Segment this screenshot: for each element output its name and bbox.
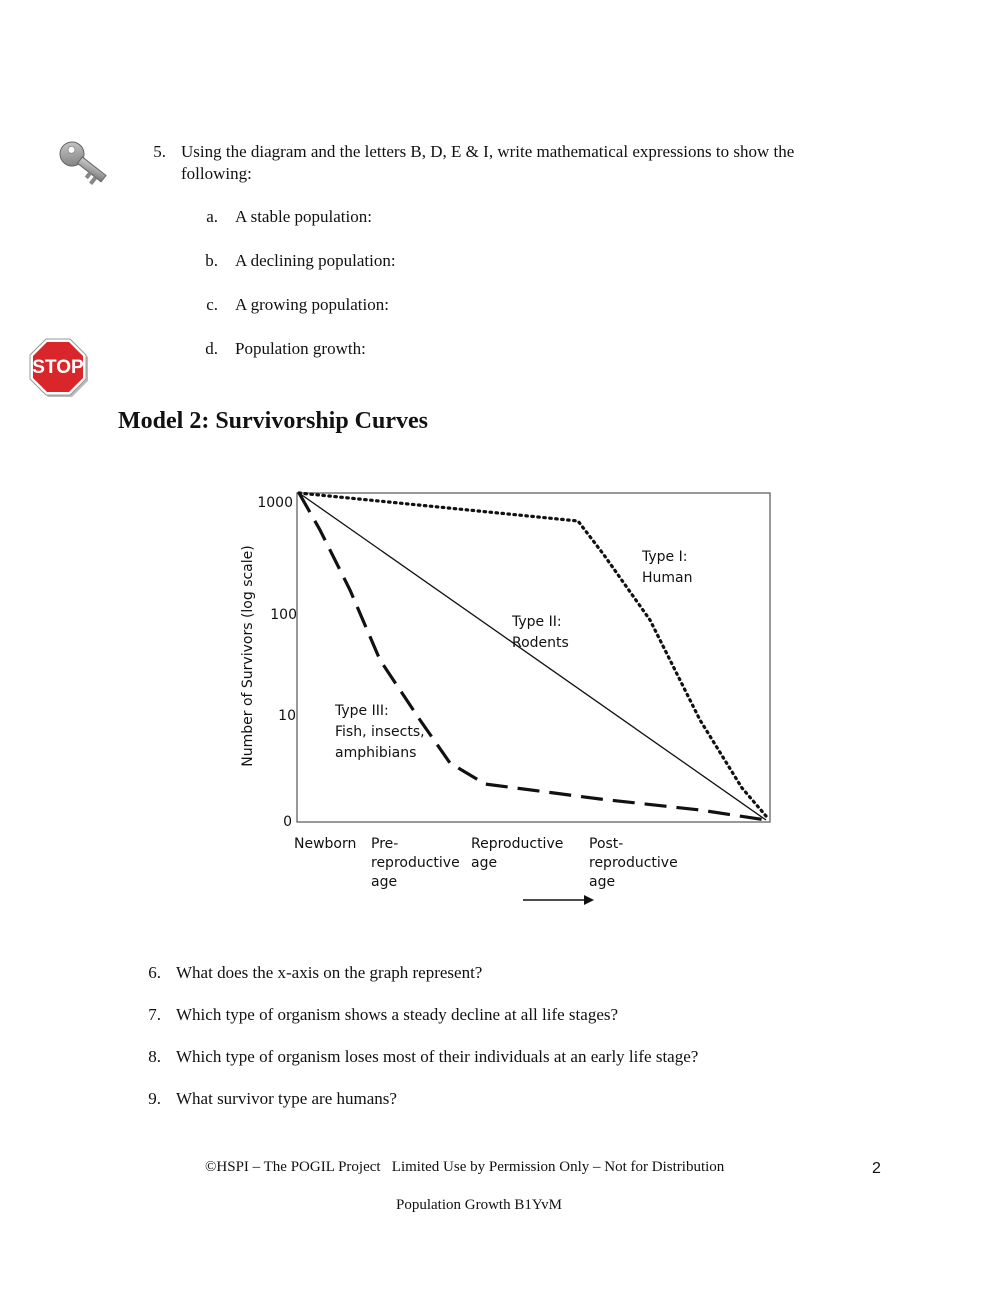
x-axis-arrow (523, 895, 594, 905)
x-tick-pre-reproductive-line2: reproductive (371, 855, 460, 871)
y-tick-100: 100 (270, 607, 297, 623)
y-axis-label: Number of Survivors (log scale) (240, 545, 256, 767)
model-title: Model 2: Survivorship Curves (118, 408, 429, 434)
y-tick-0: 0 (283, 814, 292, 830)
stop-sign-icon (26, 336, 90, 398)
series-label-type-1-line2: Human (642, 570, 693, 586)
question-8-text: Which type of organism loses most of their individuals at an early life stage? (176, 1047, 699, 1066)
question-8-number: 8. (148, 1047, 161, 1066)
series-label-type-2 (511, 614, 569, 651)
question-5a-text: A stable population: (235, 207, 372, 226)
question-9-number: 9. (148, 1089, 161, 1108)
series-label-type-3-line3: amphibians (335, 745, 417, 761)
curve-type-2 (299, 493, 766, 820)
question-6-number: 6. (148, 963, 161, 982)
question-6-text: What does the x-axis on the graph represent? (176, 963, 483, 982)
x-tick-reproductive (471, 836, 568, 871)
x-tick-post-reproductive-line2: reproductive (589, 855, 678, 871)
x-tick-reproductive-line1: Reproductive (471, 836, 564, 852)
series-label-type-3-line1: Type III: (335, 703, 389, 719)
series-label-type-2-line2: Rodents (512, 635, 569, 651)
question-5-text-continued: following: (181, 164, 252, 183)
x-tick-post-reproductive (589, 836, 682, 890)
key-icon (52, 136, 112, 192)
series-label-type-1 (641, 549, 693, 586)
question-5a-letter: a. (206, 207, 218, 226)
survivorship-chart (0, 470, 1000, 910)
question-5c-letter: c. (206, 295, 218, 314)
question-9-text: What survivor type are humans? (176, 1089, 397, 1108)
series-label-type-3 (334, 703, 429, 761)
x-tick-newborn (294, 836, 356, 852)
x-tick-post-reproductive-line3: age (589, 874, 616, 890)
x-tick-post-reproductive-line1: Post- (589, 836, 624, 852)
series-label-type-3-line2: Fish, insects, (335, 724, 425, 740)
x-tick-pre-reproductive (371, 836, 464, 890)
x-tick-pre-reproductive-line3: age (371, 874, 398, 890)
x-tick-newborn-line1: Newborn (294, 836, 357, 852)
x-tick-pre-reproductive-line1: Pre- (371, 836, 399, 852)
footer-doc-id: Population Growth B1YvM (396, 1197, 563, 1213)
stop-sign-label: STOP (32, 357, 84, 378)
y-tick-10: 10 (278, 708, 296, 724)
x-tick-reproductive-line2: age (471, 855, 498, 871)
footer-copyright: ©HSPI – The POGIL Project Limited Use by Permission Only – Not for Distribution (205, 1159, 725, 1175)
series-label-type-1-line1: Type I: (642, 549, 688, 565)
question-5-number: 5. (153, 142, 166, 161)
y-tick-1000: 1000 (257, 495, 293, 511)
series-label-type-2-line1: Type II: (512, 614, 562, 630)
question-7-number: 7. (148, 1005, 161, 1024)
page-number: 2 (872, 1160, 881, 1177)
question-5b-text: A declining population: (235, 251, 396, 270)
question-5d-letter: d. (205, 339, 218, 358)
question-5c-text: A growing population: (235, 295, 389, 314)
question-5d-text: Population growth: (235, 339, 366, 358)
question-5b-letter: b. (205, 251, 218, 270)
question-7-text: Which type of organism shows a steady decline at all life stages? (176, 1005, 619, 1024)
question-5-text: Using the diagram and the letters B, D, E & I, write mathematical expressions to show the (181, 142, 795, 161)
